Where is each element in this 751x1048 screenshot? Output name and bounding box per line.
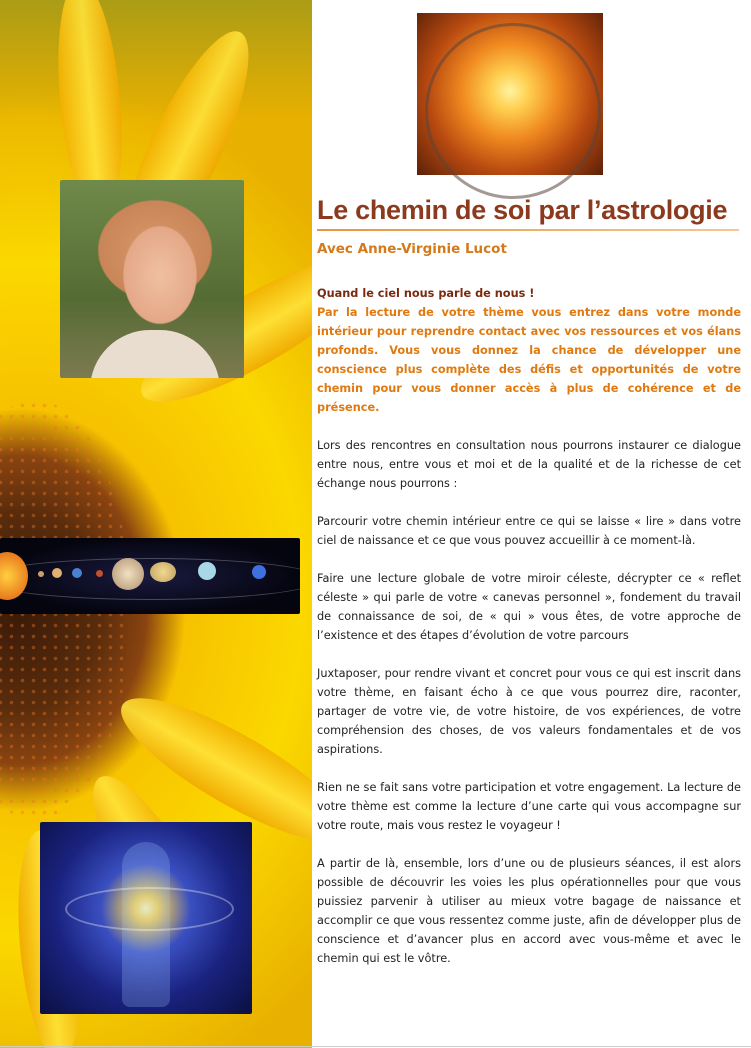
planet: [38, 571, 44, 577]
portrait-shoulders: [90, 330, 220, 378]
body-paragraph: Parcourir votre chemin intérieur entre ce qui se laisse « lire » dans votre ciel de naissance et ce que vous pouvez accueillir à ce moment-là.: [317, 515, 741, 547]
body-paragraph: Faire une lecture globale de votre miroir céleste, décrypter ce « reflet céleste » qui parle de votre « canevas personnel », fondement du travail de connaissance de soi, de « qui » vous êtes, de votre approche de l’existence et des étapes d’évolution de votre parcours: [317, 572, 741, 642]
article-content: [317, 195, 741, 968]
portrait-photo: [60, 180, 244, 378]
page-title: Le chemin de soi par l’astrologie: [317, 195, 728, 225]
planet: [52, 568, 62, 578]
solar-system-image: [0, 538, 300, 614]
planet: [252, 565, 266, 579]
zodiac-wheel: [425, 23, 601, 199]
body-paragraph: Juxtaposer, pour rendre vivant et concret pour vous ce qui est inscrit dans votre thème, en faisant écho à ce que vous pourrez dire, raconter, partager de votre vie, de votre histoire, de vos expériences, de votre compréhension des choses, de vos valeurs fondamentales et de vos aspirations.: [317, 667, 741, 756]
planet: [150, 562, 176, 582]
cosmic-body-image: [40, 822, 252, 1014]
intro-paragraph: Par la lecture de votre thème vous entrez dans votre monde intérieur pour reprendre contact avec vos ressources et vos élans profonds. Vous vous donnez la chance de développer une conscience plus complète des défis et opportunités de votre chemin pour vous donner accès à plus de cohérence et de présence.: [317, 306, 741, 414]
title-underline: [317, 229, 739, 231]
intro-heading: Quand le ciel nous parle de nous !: [317, 287, 535, 300]
author-line: Avec Anne-Virginie Lucot: [317, 241, 507, 257]
orbit-line: [0, 558, 300, 600]
planet: [96, 570, 103, 577]
planet: [112, 558, 144, 590]
zodiac-sunset-image: [417, 13, 603, 175]
foliage-background: [0, 0, 312, 120]
body-paragraph: Rien ne se fait sans votre participation et votre engagement. La lecture de votre thème est comme la lecture d’une carte qui vous accompagne sur votre route, mais vous restez le voyageur !: [317, 781, 741, 832]
sunflower-background: [0, 0, 312, 1048]
body-paragraph: Lors des rencontres en consultation nous pourrons instaurer ce dialogue entre nous, entre vous et moi et de la qualité et de la richesse de cet échange nous pourrons :: [317, 439, 741, 490]
body-paragraph: A partir de là, ensemble, lors d’une ou de plusieurs séances, il est alors possible de découvrir les voies les plus opérationnelles pour que vous puissiez parvenir à utiliser au mieux votre bagage de naissance et accomplir ce que vous ressentez comme juste, afin de développer plus de conscience et d’avancer plus en accord avec vous-même et avec le chemin qui est le vôtre.: [317, 857, 741, 965]
planet: [198, 562, 216, 580]
page-bottom-rule: [0, 1046, 751, 1047]
planet: [72, 568, 82, 578]
orbit-ring: [65, 887, 234, 931]
